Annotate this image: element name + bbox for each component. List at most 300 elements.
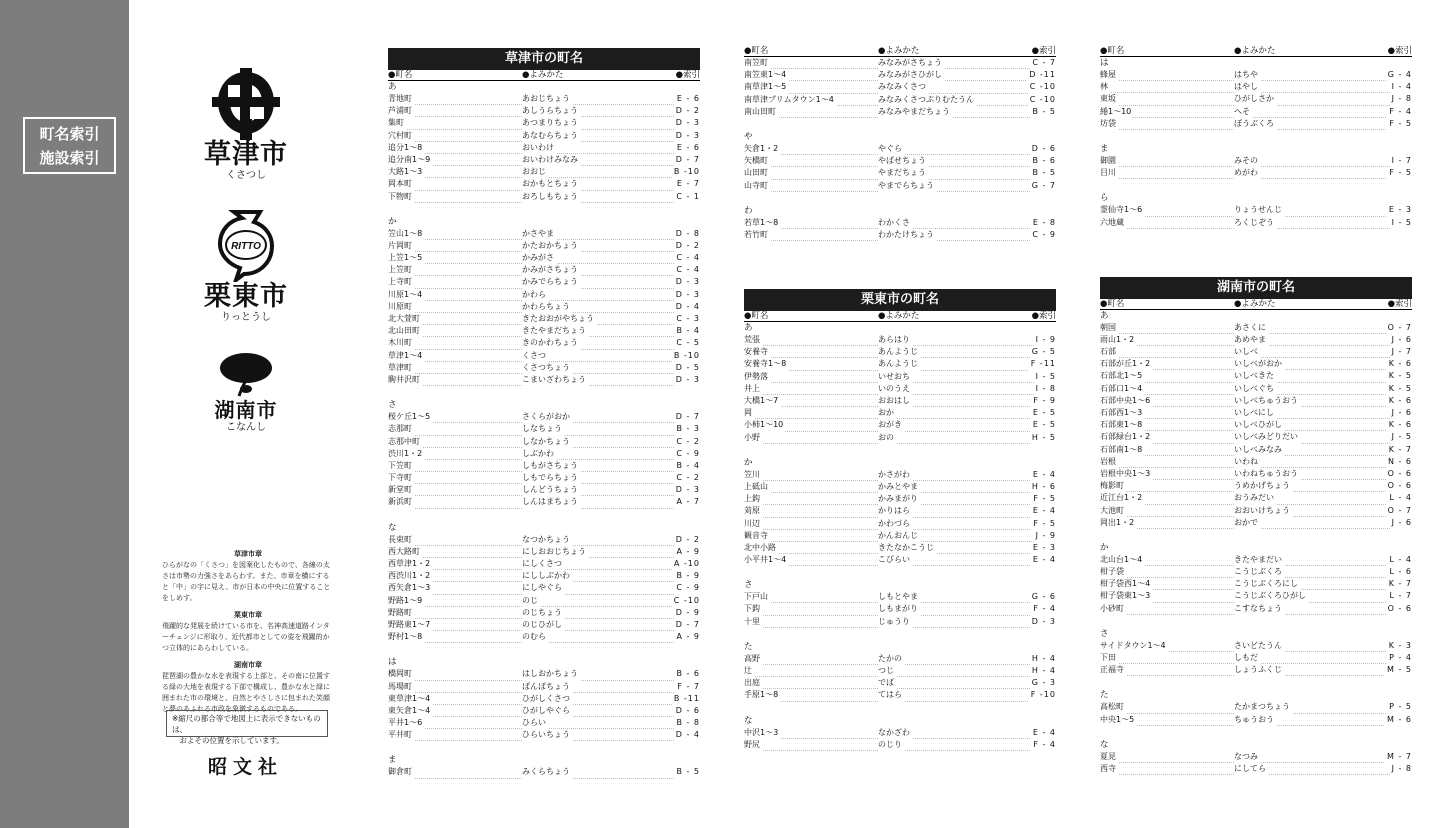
index-row[interactable] — [1100, 751, 1412, 763]
index-row[interactable] — [1100, 505, 1412, 517]
map-grid-ref: E - 3 — [1031, 542, 1056, 554]
index-row[interactable] — [388, 362, 700, 374]
town-name: 石部が丘1・2 — [1100, 358, 1152, 370]
town-name: 大橋1〜7 — [744, 395, 780, 407]
section-gap — [1100, 615, 1412, 628]
ritto-logo-text: RITTO — [231, 241, 261, 252]
map-grid-ref: K - 5 — [1387, 370, 1412, 382]
index-column-3 — [1100, 46, 1412, 775]
index-row[interactable] — [388, 93, 700, 105]
index-row[interactable] — [744, 493, 1056, 505]
map-grid-ref: J - 6 — [1390, 517, 1412, 529]
publisher-name: 昭文社 — [208, 756, 284, 778]
index-row[interactable] — [388, 534, 700, 546]
town-name: 若竹町 — [744, 229, 770, 241]
map-grid-ref: J - 6 — [1390, 407, 1412, 419]
town-reading: やまでらちょう — [878, 180, 936, 192]
index-row[interactable] — [744, 554, 1056, 566]
town-name: 野路町 — [388, 607, 414, 619]
town-reading: かたおかちょう — [522, 240, 580, 252]
map-grid-ref: M - 7 — [1385, 751, 1412, 763]
index-row[interactable] — [1100, 358, 1412, 370]
map-grid-ref: B - 4 — [674, 325, 700, 337]
town-name: 渋川1・2 — [388, 448, 424, 460]
index-row[interactable] — [1100, 566, 1412, 578]
town-index-link[interactable]: 町名索引 — [39, 125, 100, 143]
index-row[interactable] — [744, 591, 1056, 603]
section-gap — [744, 566, 1056, 579]
town-name: 岩根 — [1100, 456, 1118, 468]
town-name: 東矢倉1〜4 — [388, 705, 432, 717]
index-row[interactable] — [388, 191, 700, 203]
map-grid-ref: C - 4 — [674, 264, 700, 276]
town-reading: こまいざわちょう — [522, 374, 588, 386]
map-grid-ref: F - 5 — [1387, 167, 1412, 179]
index-row[interactable] — [388, 423, 700, 435]
town-name: 六地蔵 — [1100, 217, 1126, 229]
town-reading: あんようじ — [878, 358, 920, 370]
index-row[interactable] — [388, 668, 700, 680]
index-row[interactable] — [388, 289, 700, 301]
index-row[interactable] — [1100, 118, 1412, 130]
map-grid-ref: I - 7 — [1390, 155, 1412, 167]
index-row[interactable] — [1100, 578, 1412, 590]
map-grid-ref: E - 4 — [1031, 727, 1056, 739]
town-name: 林 — [1100, 81, 1110, 93]
town-name: 川辺 — [744, 518, 762, 530]
index-row[interactable] — [744, 57, 1056, 69]
town-name: 追分南1〜9 — [388, 154, 432, 166]
index-row[interactable] — [388, 154, 700, 166]
facility-index-link[interactable]: 施設索引 — [39, 149, 100, 167]
town-reading: おうみだい — [1234, 492, 1276, 504]
index-row[interactable] — [744, 155, 1056, 167]
index-row[interactable] — [388, 619, 700, 631]
town-name: 南笠東1〜4 — [744, 69, 788, 81]
index-row[interactable] — [388, 681, 700, 693]
index-row[interactable] — [388, 178, 700, 190]
map-grid-ref: D - 3 — [674, 484, 700, 496]
kusatsu-city-kana: くさつし — [226, 170, 266, 181]
town-name: 高野 — [744, 653, 762, 665]
town-reading: みなみくさつ — [878, 81, 928, 93]
town-name: 下寺町 — [388, 472, 414, 484]
index-row[interactable] — [388, 117, 700, 129]
map-grid-ref: F -11 — [1029, 358, 1056, 370]
index-row[interactable] — [1100, 468, 1412, 480]
map-grid-ref: D - 6 — [1030, 143, 1056, 155]
column-header-row — [744, 46, 1056, 57]
index-row[interactable] — [388, 276, 700, 288]
map-grid-ref: C - 7 — [1030, 57, 1056, 69]
map-grid-ref: G - 5 — [1030, 346, 1056, 358]
town-name: 中沢1〜3 — [744, 727, 780, 739]
town-name: 駒井沢町 — [388, 374, 422, 386]
index-block — [388, 48, 700, 779]
town-name: 中央1〜5 — [1100, 714, 1136, 726]
index-row[interactable] — [1100, 652, 1412, 664]
town-reading: てはら — [878, 689, 904, 701]
town-reading: ひがしくさつ — [522, 693, 572, 705]
index-row[interactable] — [388, 142, 700, 154]
index-row[interactable] — [744, 653, 1056, 665]
town-reading: しもがさちょう — [522, 460, 580, 472]
kusatsu-city-name: 草津市 — [204, 139, 288, 170]
map-grid-ref: B - 4 — [674, 460, 700, 472]
index-row[interactable] — [388, 264, 700, 276]
section-kana-heading: は — [388, 657, 397, 668]
index-row[interactable] — [744, 603, 1056, 615]
section-gap — [388, 741, 700, 754]
town-reading: しんどうちょう — [522, 484, 580, 496]
index-row[interactable] — [388, 240, 700, 252]
index-row[interactable] — [1100, 93, 1412, 105]
index-row[interactable] — [388, 337, 700, 349]
town-reading: こうじぶくろにし — [1234, 578, 1300, 590]
town-reading: りょうせんじ — [1234, 204, 1284, 216]
town-name: 矢橋町 — [744, 155, 770, 167]
section-kana-heading: た — [744, 641, 753, 652]
index-row[interactable] — [744, 481, 1056, 493]
index-row[interactable] — [744, 530, 1056, 542]
ritto-city-name: 栗東市 — [204, 281, 288, 312]
town-reading: あおじちょう — [522, 93, 572, 105]
town-reading: ひがしさか — [1234, 93, 1276, 105]
town-name: 岡 — [744, 407, 754, 419]
town-reading: ひらい — [522, 717, 548, 729]
index-row[interactable] — [1100, 81, 1412, 93]
town-reading: のじり — [878, 739, 904, 751]
town-reading: かみまがり — [878, 493, 920, 505]
map-grid-ref: G - 7 — [1030, 180, 1056, 192]
town-name: 芦浦町 — [388, 105, 414, 117]
map-grid-ref: D - 6 — [674, 705, 700, 717]
town-name: 綣1〜10 — [1100, 106, 1133, 118]
index-row[interactable] — [744, 505, 1056, 517]
index-row[interactable] — [1100, 701, 1412, 713]
index-row[interactable] — [744, 518, 1056, 530]
map-grid-ref: E - 6 — [675, 93, 700, 105]
index-row[interactable] — [744, 432, 1056, 444]
town-name: 安養寺1〜8 — [744, 358, 788, 370]
konan-logo-icon — [219, 352, 273, 398]
map-grid-ref: I - 5 — [1390, 217, 1412, 229]
town-name: 草津町 — [388, 362, 414, 374]
town-reading: さくらがおか — [522, 411, 572, 423]
index-row[interactable] — [388, 313, 700, 325]
map-grid-ref: I - 9 — [1034, 334, 1056, 346]
section-kana-heading: ら — [1100, 193, 1109, 204]
index-row[interactable] — [388, 411, 700, 423]
town-name: サイドタウン1〜4 — [1100, 640, 1168, 652]
index-row[interactable] — [1100, 444, 1412, 456]
index-row[interactable] — [388, 460, 700, 472]
section-gap — [744, 702, 1056, 715]
map-grid-ref: K - 7 — [1387, 444, 1412, 456]
index-row[interactable] — [388, 228, 700, 240]
index-row[interactable] — [388, 448, 700, 460]
index-row[interactable] — [744, 106, 1056, 118]
index-row[interactable] — [388, 374, 700, 386]
emblem-notes — [162, 543, 334, 715]
town-name: 片岡町 — [388, 240, 414, 252]
town-name: 志那町 — [388, 423, 414, 435]
index-row[interactable] — [744, 395, 1056, 407]
index-row[interactable] — [1100, 346, 1412, 358]
town-reading: にしおおじちょう — [522, 546, 588, 558]
index-row[interactable] — [1100, 640, 1412, 652]
index-row[interactable] — [1100, 456, 1412, 468]
town-name: 夏見 — [1100, 751, 1118, 763]
index-row[interactable] — [1100, 603, 1412, 615]
index-row[interactable] — [388, 496, 700, 508]
index-row[interactable] — [744, 739, 1056, 751]
town-name: 下鈎 — [744, 603, 762, 615]
map-grid-ref: D - 3 — [674, 374, 700, 386]
town-reading: こうじぶくろひがし — [1234, 590, 1308, 602]
index-row[interactable] — [744, 358, 1056, 370]
index-row[interactable] — [744, 542, 1056, 554]
map-grid-ref: L - 4 — [1387, 554, 1412, 566]
index-row[interactable] — [388, 546, 700, 558]
map-grid-ref: D - 4 — [674, 729, 700, 741]
index-row[interactable] — [388, 693, 700, 705]
index-row[interactable] — [744, 229, 1056, 241]
town-name: 山寺町 — [744, 180, 770, 192]
index-row[interactable] — [388, 301, 700, 313]
index-row[interactable] — [388, 105, 700, 117]
map-grid-ref: F - 4 — [1387, 106, 1412, 118]
index-row[interactable] — [1100, 383, 1412, 395]
town-reading: こうじぶくろ — [1234, 566, 1284, 578]
index-row[interactable] — [388, 350, 700, 362]
index-row[interactable] — [1100, 407, 1412, 419]
index-row[interactable] — [1100, 492, 1412, 504]
index-row[interactable] — [388, 595, 700, 607]
town-name: 青地町 — [388, 93, 414, 105]
index-row[interactable] — [388, 325, 700, 337]
index-row[interactable] — [388, 729, 700, 741]
index-row[interactable] — [388, 607, 700, 619]
town-reading: なつみ — [1234, 751, 1260, 763]
index-row[interactable] — [388, 582, 700, 594]
map-grid-ref: I - 8 — [1034, 383, 1056, 395]
index-row[interactable] — [744, 69, 1056, 81]
map-grid-ref: B - 9 — [674, 570, 700, 582]
index-row[interactable] — [388, 766, 700, 778]
note-text: 飛躍的な発展を続けている市を、名神高速道路インターチェンジに形取り、近代都市としての姿を飛躍的かつ立体的にあらわしている。 — [162, 622, 330, 652]
town-name: 笠川 — [744, 469, 762, 481]
town-name: 石部北1〜5 — [1100, 370, 1144, 382]
map-grid-ref: C - 9 — [1030, 229, 1056, 241]
town-name: 荒張 — [744, 334, 762, 346]
index-row[interactable] — [388, 252, 700, 264]
index-row[interactable] — [388, 558, 700, 570]
town-reading: おいわけ — [522, 142, 556, 154]
town-reading: かみとやま — [878, 481, 920, 493]
map-grid-ref: D - 3 — [674, 117, 700, 129]
map-grid-ref: M - 6 — [1385, 714, 1412, 726]
town-name: 観音寺 — [744, 530, 770, 542]
town-name: 川原1〜4 — [388, 289, 424, 301]
index-row[interactable] — [1100, 167, 1412, 179]
index-row[interactable] — [1100, 106, 1412, 118]
index-row[interactable] — [1100, 480, 1412, 492]
index-row[interactable] — [1100, 334, 1412, 346]
index-row[interactable] — [1100, 664, 1412, 676]
town-reading: かみでらちょう — [522, 276, 580, 288]
map-grid-ref: K - 7 — [1387, 578, 1412, 590]
index-row[interactable] — [1100, 763, 1412, 775]
town-reading: みくらちょう — [522, 766, 572, 778]
index-row[interactable] — [1100, 395, 1412, 407]
map-grid-ref: M - 5 — [1385, 664, 1412, 676]
section-gap — [388, 509, 700, 522]
index-row[interactable] — [1100, 517, 1412, 529]
town-reading: きのかわちょう — [522, 337, 580, 349]
index-row[interactable] — [1100, 554, 1412, 566]
index-row[interactable] — [388, 631, 700, 643]
town-reading: にしやぐら — [522, 582, 564, 594]
index-row[interactable] — [1100, 217, 1412, 229]
town-name: 追分1〜8 — [388, 142, 424, 154]
map-grid-ref: D - 3 — [674, 276, 700, 288]
section-kana-heading: あ — [744, 323, 753, 334]
town-name: 北大萱町 — [388, 313, 422, 325]
town-name: 大池町 — [1100, 505, 1126, 517]
index-row[interactable] — [388, 436, 700, 448]
town-reading: しもだ — [1234, 652, 1260, 664]
index-row[interactable] — [744, 419, 1056, 431]
index-row[interactable] — [744, 469, 1056, 481]
index-row[interactable] — [744, 180, 1056, 192]
town-name: 木川町 — [388, 337, 414, 349]
index-row[interactable] — [744, 81, 1056, 93]
index-row[interactable] — [1100, 69, 1412, 81]
section-gap — [388, 386, 700, 399]
index-row[interactable] — [1100, 204, 1412, 216]
map-grid-ref: E - 8 — [1031, 217, 1056, 229]
town-reading: ろくじぞう — [1234, 217, 1276, 229]
town-reading: めがわ — [1234, 167, 1260, 179]
index-row[interactable] — [744, 217, 1056, 229]
index-row[interactable] — [744, 677, 1056, 689]
index-row[interactable] — [388, 484, 700, 496]
index-row[interactable] — [744, 167, 1056, 179]
index-row[interactable] — [1100, 322, 1412, 334]
town-reading: みその — [1234, 155, 1260, 167]
town-reading: のむら — [522, 631, 548, 643]
section-kana-heading: ま — [1100, 143, 1109, 154]
town-reading: あなむらちょう — [522, 130, 580, 142]
map-grid-ref: A -10 — [672, 558, 700, 570]
town-name: 橋岡町 — [388, 668, 414, 680]
index-row[interactable] — [1100, 155, 1412, 167]
town-reading: かわらちょう — [522, 301, 572, 313]
index-row[interactable] — [388, 166, 700, 178]
index-row[interactable] — [744, 689, 1056, 701]
index-block — [1100, 277, 1412, 775]
map-grid-ref: J - 7 — [1390, 346, 1412, 358]
map-grid-ref: J - 8 — [1390, 763, 1412, 775]
index-row[interactable] — [744, 94, 1056, 106]
header-name: ●町名 — [1100, 298, 1125, 309]
index-row[interactable] — [1100, 714, 1412, 726]
map-grid-ref: A - 7 — [674, 496, 700, 508]
index-row[interactable] — [744, 383, 1056, 395]
town-name: 大路1〜3 — [388, 166, 424, 178]
index-row[interactable] — [744, 616, 1056, 628]
map-grid-ref: J - 5 — [1390, 431, 1412, 443]
index-row[interactable] — [744, 665, 1056, 677]
konan-city-kana: こなんし — [226, 422, 266, 433]
town-name: 正福寺 — [1100, 664, 1126, 676]
index-row[interactable] — [1100, 431, 1412, 443]
map-grid-ref: K - 5 — [1387, 383, 1412, 395]
index-row[interactable] — [744, 346, 1056, 358]
map-grid-ref: P - 5 — [1387, 701, 1412, 713]
town-reading: きたなかこうじ — [878, 542, 936, 554]
town-reading: あんようじ — [878, 346, 920, 358]
index-row[interactable] — [744, 727, 1056, 739]
town-name: 上寺町 — [388, 276, 414, 288]
index-block-title: 草津市の町名 — [388, 48, 700, 70]
section-kana-heading: わ — [744, 205, 753, 216]
town-reading: きたやまだちょう — [522, 325, 588, 337]
index-row[interactable] — [388, 570, 700, 582]
town-reading: みなみくさつぷりむたうん — [878, 94, 976, 106]
index-row[interactable] — [388, 472, 700, 484]
town-name: 西寺 — [1100, 763, 1118, 775]
index-row[interactable] — [744, 334, 1056, 346]
index-row[interactable] — [744, 371, 1056, 383]
index-row[interactable] — [1100, 590, 1412, 602]
index-row[interactable] — [388, 130, 700, 142]
town-reading: くさつちょう — [522, 362, 572, 374]
town-name: 南山田町 — [744, 106, 778, 118]
town-reading: あめやま — [1234, 334, 1268, 346]
index-row[interactable] — [388, 705, 700, 717]
map-grid-ref: J - 9 — [1034, 530, 1056, 542]
map-grid-ref: D - 3 — [1030, 616, 1056, 628]
town-name: 上鈎 — [744, 493, 762, 505]
index-row[interactable] — [388, 717, 700, 729]
town-name: 草津1〜4 — [388, 350, 424, 362]
section-kana-heading: か — [1100, 542, 1109, 553]
town-name: 柑子袋西1〜4 — [1100, 578, 1152, 590]
map-grid-ref: L - 4 — [1387, 492, 1412, 504]
index-row[interactable] — [744, 407, 1056, 419]
town-name: 蜂屋 — [1100, 69, 1118, 81]
town-name: 東坂 — [1100, 93, 1118, 105]
town-reading: かさがわ — [878, 469, 912, 481]
map-grid-ref: J - 8 — [1390, 93, 1412, 105]
town-reading: こすなちょう — [1234, 603, 1284, 615]
map-grid-ref: D - 2 — [674, 534, 700, 546]
town-reading: じゅうり — [878, 616, 912, 628]
section-kana-heading: や — [744, 131, 753, 142]
map-grid-ref: B - 8 — [674, 717, 700, 729]
town-name: 野尻 — [744, 739, 762, 751]
index-row[interactable] — [1100, 419, 1412, 431]
town-reading: はちや — [1234, 69, 1260, 81]
section-kana-heading: な — [744, 715, 753, 726]
town-name: 上砥山 — [744, 481, 770, 493]
map-grid-ref: F - 5 — [1031, 518, 1056, 530]
map-grid-ref: F -10 — [1029, 689, 1056, 701]
index-row[interactable] — [1100, 370, 1412, 382]
index-row[interactable] — [744, 143, 1056, 155]
